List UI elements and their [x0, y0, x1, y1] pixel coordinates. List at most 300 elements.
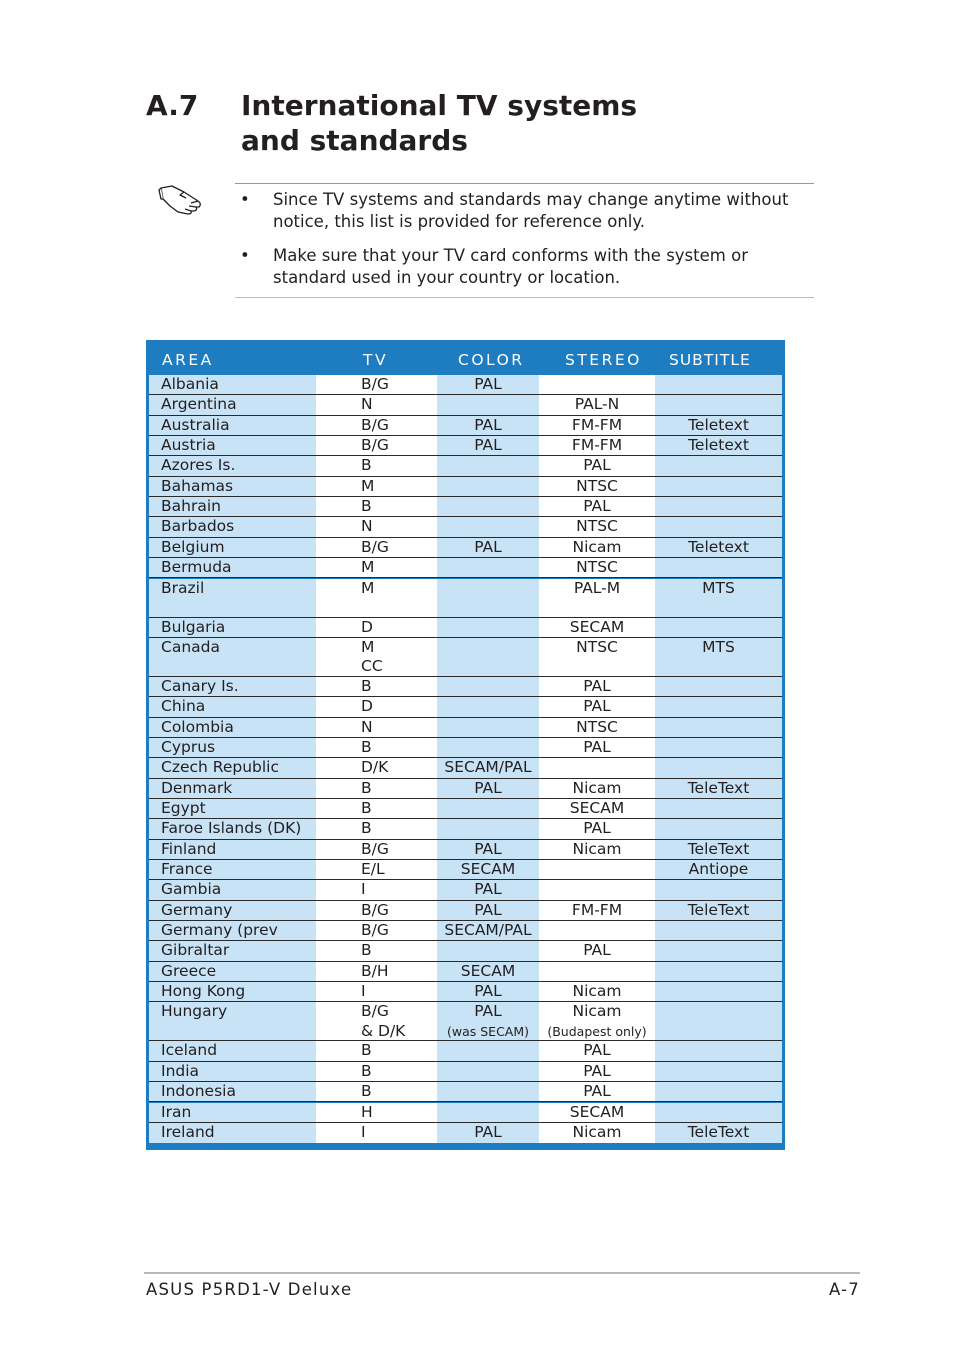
subtitle-cell	[655, 436, 782, 455]
stereo-cell-text: PAL	[583, 697, 611, 716]
stereo-cell	[539, 1062, 655, 1081]
area-cell-text: Cyprus	[161, 737, 216, 756]
area-cell	[149, 618, 316, 637]
stereo-cell	[539, 901, 655, 920]
area-cell-text: Canada	[161, 637, 220, 656]
stereo-cell-text: Nicam	[572, 1002, 622, 1021]
area-cell	[149, 941, 316, 960]
stereo-cell	[539, 517, 655, 536]
area-cell-text: Iran	[161, 1102, 192, 1121]
area-cell	[149, 1123, 316, 1143]
header-stereo: STEREO	[565, 351, 642, 369]
bullet: •	[240, 190, 250, 209]
subtitle-cell	[655, 1002, 782, 1040]
area-cell	[149, 779, 316, 798]
tv-cell-text: B	[361, 1061, 372, 1080]
area-cell	[149, 436, 316, 455]
area-cell-text: Albania	[161, 375, 219, 393]
stereo-cell	[539, 840, 655, 859]
subtitle-cell	[655, 860, 782, 879]
color-cell	[437, 395, 539, 414]
table-row	[149, 456, 782, 476]
stereo-cell	[539, 819, 655, 838]
stereo-cell-text: PAL	[583, 676, 611, 695]
color-cell	[437, 579, 539, 617]
subtitle-cell	[655, 921, 782, 940]
table-row	[149, 880, 782, 900]
color-cell-text: PAL	[474, 537, 502, 556]
note-hand-icon	[158, 182, 204, 218]
table-row	[149, 1062, 782, 1082]
color-cell	[437, 697, 539, 716]
tv-cell	[316, 1103, 437, 1122]
area-cell	[149, 375, 316, 394]
subtitle-cell-text: Teletext	[688, 537, 749, 556]
table-row	[149, 618, 782, 638]
stereo-cell-text: PAL	[583, 1082, 611, 1101]
tv-cell	[316, 982, 437, 1001]
stereo-cell-text: SECAM	[569, 1102, 625, 1121]
area-cell	[149, 517, 316, 536]
area-cell-text: Brazil	[161, 578, 205, 597]
stereo-cell-text: PAL	[583, 456, 611, 475]
color-cell	[437, 1103, 539, 1122]
stereo-cell-text: PAL	[583, 941, 611, 960]
area-cell-text: Finland	[161, 839, 217, 858]
subtitle-cell-text: TeleText	[687, 839, 750, 858]
subtitle-cell-text: Teletext	[688, 436, 749, 455]
area-cell	[149, 738, 316, 757]
stereo-cell	[539, 579, 655, 617]
area-cell	[149, 1062, 316, 1081]
color-cell-text: SECAM/PAL	[444, 758, 532, 777]
tv-cell	[316, 579, 437, 617]
subtitle-cell-text: Antiope	[688, 860, 749, 878]
stereo-cell-text: NTSC	[576, 476, 618, 495]
color-cell	[437, 638, 539, 676]
stereo-cell	[539, 558, 655, 577]
color-cell	[437, 375, 539, 394]
area-cell-text: Bulgaria	[161, 617, 226, 636]
area-cell	[149, 718, 316, 737]
header-area: AREA	[162, 351, 214, 369]
color-cell	[437, 982, 539, 1001]
subtitle-cell	[655, 579, 782, 617]
stereo-cell	[539, 799, 655, 818]
stereo-cell	[539, 1082, 655, 1101]
tv-cell	[316, 618, 437, 637]
stereo-cell-text: NTSC	[576, 717, 618, 736]
color-cell-note: (was SECAM)	[446, 1023, 530, 1039]
table-row	[149, 718, 782, 738]
bullet: •	[240, 246, 250, 265]
stereo-cell-text: NTSC	[576, 637, 618, 656]
tv-cell	[316, 901, 437, 920]
stereo-cell	[539, 1103, 655, 1122]
color-cell	[437, 497, 539, 516]
area-cell	[149, 1002, 316, 1040]
color-cell-text: PAL	[474, 900, 502, 919]
color-cell	[437, 1041, 539, 1060]
color-cell	[437, 1082, 539, 1101]
area-cell	[149, 456, 316, 475]
tv-cell	[316, 1123, 437, 1143]
tv-cell	[316, 558, 437, 577]
stereo-cell-text: SECAM	[569, 798, 625, 817]
stereo-cell-text: FM-FM	[571, 900, 623, 919]
stereo-cell-text: FM-FM	[571, 415, 623, 434]
area-cell	[149, 638, 316, 676]
tv-cell-text: N	[361, 395, 373, 414]
color-cell-text: PAL	[474, 880, 502, 899]
stereo-cell-text: Nicam	[572, 537, 622, 556]
area-cell	[149, 395, 316, 414]
table-row	[149, 375, 782, 395]
subtitle-cell	[655, 941, 782, 960]
stereo-cell	[539, 497, 655, 516]
area-cell-text: Gambia	[161, 880, 222, 899]
area-cell-text: Greece	[161, 961, 217, 980]
stereo-cell-text: NTSC	[576, 517, 618, 536]
stereo-cell	[539, 638, 655, 676]
tv-cell-text: B/G	[361, 375, 389, 393]
note-text: Make sure that your TV card conforms with the system or standard used in your country or location.	[273, 246, 748, 287]
table-header	[149, 343, 782, 375]
stereo-cell-text: Nicam	[572, 839, 622, 858]
area-cell-text: Czech Republic	[161, 758, 280, 777]
area-cell	[149, 579, 316, 617]
subtitle-cell	[655, 618, 782, 637]
subtitle-cell	[655, 819, 782, 838]
color-cell	[437, 840, 539, 859]
area-cell-text: Bahamas	[161, 476, 234, 495]
subtitle-cell	[655, 1082, 782, 1101]
stereo-cell-text: NTSC	[576, 558, 618, 577]
table-row	[149, 1002, 782, 1041]
area-cell-text: Germany (prev	[161, 921, 278, 940]
table-row	[149, 1082, 782, 1102]
subtitle-cell	[655, 1041, 782, 1060]
area-cell-text: Austria	[161, 436, 216, 455]
stereo-cell-text: Nicam	[572, 982, 622, 1001]
tv-cell-text: B/G	[361, 537, 389, 556]
table-row	[149, 517, 782, 537]
area-cell-text: France	[161, 860, 213, 878]
stereo-cell	[539, 538, 655, 557]
area-cell-text: Gibraltar	[161, 941, 230, 960]
area-cell	[149, 697, 316, 716]
area-cell	[149, 1082, 316, 1101]
table-row	[149, 779, 782, 799]
note-item	[240, 245, 812, 289]
tv-cell-text: B	[361, 456, 372, 475]
table-row	[149, 395, 782, 415]
color-cell	[437, 1062, 539, 1081]
color-cell	[437, 880, 539, 899]
color-cell-text: SECAM	[460, 961, 516, 980]
area-cell-text: Egypt	[161, 798, 206, 817]
area-cell	[149, 1103, 316, 1122]
area-cell	[149, 901, 316, 920]
subtitle-cell	[655, 962, 782, 981]
stereo-cell	[539, 697, 655, 716]
section-title	[241, 88, 761, 158]
area-cell	[149, 1041, 316, 1060]
area-cell	[149, 880, 316, 899]
header-tv: TV	[363, 351, 389, 369]
section-title-line-1: International TV systems	[241, 89, 638, 122]
table-row	[149, 962, 782, 982]
table-row	[149, 579, 782, 618]
area-cell-text: Argentina	[161, 395, 237, 414]
subtitle-cell	[655, 677, 782, 696]
stereo-cell	[539, 1002, 655, 1040]
color-cell	[437, 921, 539, 940]
tv-cell	[316, 456, 437, 475]
note-bottom-divider	[235, 297, 814, 298]
area-cell-text: Germany	[161, 900, 233, 919]
subtitle-cell	[655, 416, 782, 435]
table-row	[149, 1123, 782, 1143]
tv-cell	[316, 1041, 437, 1060]
area-cell-text: Iceland	[161, 1041, 218, 1060]
tv-cell-text: B	[361, 1082, 372, 1101]
color-cell-text: SECAM/PAL	[444, 921, 532, 940]
table-row	[149, 860, 782, 880]
color-cell-text: PAL	[474, 778, 502, 797]
color-cell	[437, 1123, 539, 1143]
stereo-cell	[539, 921, 655, 940]
color-cell	[437, 1002, 539, 1040]
area-cell-text: Indonesia	[161, 1082, 236, 1101]
tv-cell	[316, 677, 437, 696]
subtitle-cell	[655, 718, 782, 737]
table-row	[149, 738, 782, 758]
tv-cell-text: B	[361, 819, 372, 838]
area-cell-text: Hungary	[161, 1002, 228, 1021]
area-cell-text: Faroe Islands (DK)	[161, 819, 302, 838]
color-cell	[437, 517, 539, 536]
stereo-cell-text: FM-FM	[571, 436, 623, 455]
subtitle-cell-text: MTS	[702, 578, 735, 597]
area-cell	[149, 558, 316, 577]
area-cell	[149, 416, 316, 435]
table-row	[149, 558, 782, 578]
area-cell-text: Canary Is.	[161, 676, 239, 695]
note-list	[240, 189, 812, 301]
color-cell-text: PAL	[474, 839, 502, 858]
stereo-cell	[539, 1123, 655, 1143]
subtitle-cell-text: TeleText	[687, 778, 750, 797]
tv-cell-text: M	[361, 476, 375, 495]
subtitle-cell	[655, 395, 782, 414]
tv-cell-text: M CC	[361, 637, 383, 676]
tv-cell	[316, 1082, 437, 1101]
tv-cell	[316, 962, 437, 981]
tv-standards-table	[146, 340, 785, 1150]
table-row	[149, 901, 782, 921]
tv-cell	[316, 375, 437, 394]
tv-cell	[316, 416, 437, 435]
note-item	[240, 189, 812, 233]
tv-cell-text: B/G	[361, 415, 389, 434]
stereo-cell-text: SECAM	[569, 617, 625, 636]
color-cell-text: PAL	[474, 375, 502, 393]
subtitle-cell	[655, 1062, 782, 1081]
stereo-cell	[539, 779, 655, 798]
tv-cell-text: B	[361, 1041, 372, 1060]
stereo-cell	[539, 395, 655, 414]
table-row	[149, 799, 782, 819]
tv-cell	[316, 395, 437, 414]
section-number: A.7	[146, 89, 199, 122]
tv-cell-text: B/G	[361, 839, 389, 858]
area-cell	[149, 921, 316, 940]
tv-cell	[316, 921, 437, 940]
tv-cell-text: D/K	[361, 758, 389, 777]
tv-cell-text: B	[361, 778, 372, 797]
table-row	[149, 758, 782, 778]
tv-cell	[316, 497, 437, 516]
color-cell	[437, 436, 539, 455]
area-cell	[149, 982, 316, 1001]
stereo-cell-note: (Budapest only)	[547, 1023, 647, 1039]
subtitle-cell	[655, 738, 782, 757]
tv-cell-text: B/G	[361, 921, 389, 940]
subtitle-cell	[655, 840, 782, 859]
tv-cell-text: B	[361, 941, 372, 960]
tv-cell	[316, 799, 437, 818]
subtitle-cell	[655, 799, 782, 818]
subtitle-cell	[655, 901, 782, 920]
tv-cell	[316, 779, 437, 798]
tv-cell	[316, 1002, 437, 1040]
subtitle-cell	[655, 538, 782, 557]
color-cell	[437, 456, 539, 475]
color-cell	[437, 477, 539, 496]
table-row	[149, 538, 782, 558]
subtitle-cell-text: Teletext	[688, 415, 749, 434]
stereo-cell	[539, 860, 655, 879]
color-cell	[437, 779, 539, 798]
subtitle-cell	[655, 558, 782, 577]
table-row	[149, 416, 782, 436]
area-cell-text: Belgium	[161, 537, 225, 556]
area-cell	[149, 538, 316, 557]
area-cell-text: Hong Kong	[161, 982, 246, 1001]
color-cell	[437, 416, 539, 435]
stereo-cell	[539, 941, 655, 960]
color-cell	[437, 738, 539, 757]
subtitle-cell-text: TeleText	[687, 900, 750, 919]
subtitle-cell	[655, 517, 782, 536]
tv-cell-text: M	[361, 558, 375, 577]
tv-cell-text: I	[361, 982, 366, 1001]
stereo-cell	[539, 738, 655, 757]
area-cell-text: Azores Is.	[161, 456, 236, 475]
tv-cell-text: M	[361, 578, 375, 597]
tv-cell	[316, 819, 437, 838]
stereo-cell-text: PAL	[583, 819, 611, 838]
area-cell-text: China	[161, 697, 206, 716]
table-row	[149, 921, 782, 941]
subtitle-cell	[655, 880, 782, 899]
tv-cell	[316, 517, 437, 536]
color-cell	[437, 819, 539, 838]
header-color: COLOR	[458, 351, 525, 369]
stereo-cell-text: PAL	[583, 737, 611, 756]
table-row	[149, 677, 782, 697]
table-row	[149, 497, 782, 517]
area-cell-text: Ireland	[161, 1122, 215, 1141]
tv-cell	[316, 538, 437, 557]
area-cell	[149, 799, 316, 818]
table-row	[149, 982, 782, 1002]
tv-cell	[316, 738, 437, 757]
section-title-line-2: and standards	[241, 124, 468, 157]
subtitle-cell-text: MTS	[702, 637, 735, 656]
tv-cell	[316, 638, 437, 676]
tv-cell	[316, 860, 437, 879]
tv-cell-text: B	[361, 676, 372, 695]
stereo-cell	[539, 962, 655, 981]
stereo-cell	[539, 758, 655, 777]
color-cell-text: PAL	[474, 982, 502, 1001]
color-cell	[437, 538, 539, 557]
table-row	[149, 436, 782, 456]
subtitle-cell	[655, 1123, 782, 1143]
table-row	[149, 638, 782, 677]
color-cell	[437, 962, 539, 981]
tv-cell-text: D	[361, 617, 373, 636]
area-cell	[149, 677, 316, 696]
footer-product-name: ASUS P5RD1-V Deluxe	[146, 1280, 353, 1299]
tv-cell-text: B	[361, 737, 372, 756]
tv-cell-text: D	[361, 697, 373, 716]
tv-cell	[316, 758, 437, 777]
tv-cell	[316, 941, 437, 960]
area-cell	[149, 819, 316, 838]
stereo-cell	[539, 880, 655, 899]
stereo-cell	[539, 677, 655, 696]
table-row	[149, 1041, 782, 1061]
color-cell	[437, 758, 539, 777]
area-cell-text: Denmark	[161, 778, 233, 797]
subtitle-cell	[655, 982, 782, 1001]
tv-cell	[316, 1062, 437, 1081]
color-cell	[437, 718, 539, 737]
tv-cell	[316, 697, 437, 716]
subtitle-cell	[655, 477, 782, 496]
stereo-cell	[539, 436, 655, 455]
stereo-cell-text: PAL	[583, 1041, 611, 1060]
color-cell	[437, 558, 539, 577]
tv-cell-text: B	[361, 798, 372, 817]
area-cell	[149, 840, 316, 859]
subtitle-cell	[655, 497, 782, 516]
stereo-cell	[539, 456, 655, 475]
color-cell	[437, 618, 539, 637]
table-row	[149, 840, 782, 860]
tv-cell-text: E/L	[361, 860, 385, 878]
area-cell	[149, 477, 316, 496]
area-cell-text: Barbados	[161, 517, 235, 536]
area-cell	[149, 962, 316, 981]
color-cell	[437, 941, 539, 960]
stereo-cell-text: PAL	[583, 497, 611, 516]
stereo-cell	[539, 375, 655, 394]
table-row	[149, 697, 782, 717]
